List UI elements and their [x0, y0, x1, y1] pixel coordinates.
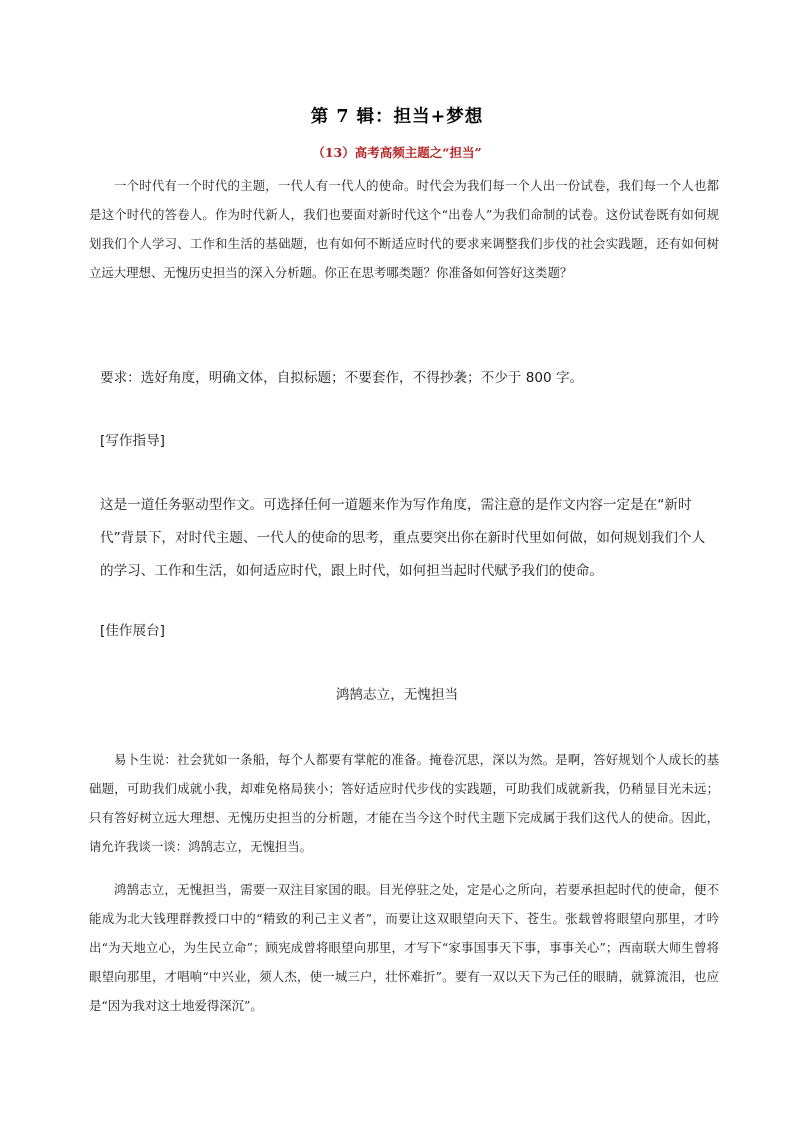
guide-heading: [写作指导] — [100, 433, 165, 449]
essay-title: 鸿鹄志立，无愧担当 — [335, 687, 459, 703]
requirement-text: 要求：选好角度，明确文体，自拟标题；不要套作，不得抄袭；不少于 800 字。 — [100, 370, 584, 386]
showcase-heading: [佳作展台] — [100, 623, 165, 639]
essay-paragraph-1: 易卜生说：社会犹如一条船，每个人都要有掌舵的准备。掩卷沉思，深以为然。是啊，答好规划个人成长的基础题，可助我们成就小我，却难免格局狭小；答好适应时代步伐的实践题，可助我们成就新我，仍稍显目光未远；只有答好树立远大理想、无愧历史担当的分析题，才能在当今这个时代主题下完成属于我们这代人的使命。因此，请允许我谈一谈：鸿鹄志立，无愧担当。 — [89, 752, 719, 854]
essay-paragraph-2: 鸿鹄志立，无愧担当，需要一双注目家国的眼。目光停驻之处，定是心之所向，若要承担起时代的使命，便不能成为北大钱理群教授口中的“精致的利己主义者”，而要让这双眼望向天下、苍生。张载曾将眼望向那里，才吟出“为天地立心，为生民立命”；顾宪成曾将眼望向那里，才写下“家事国事天下事，事事关心”；西南联大师生曾将眼望向那里，才唱响“中兴业，须人杰，使一城三户，壮怀难折”。要有一双以天下为己任的眼睛，就算流泪，也应是“因为我对这土地爱得深沉”。 — [89, 882, 719, 1013]
document-subtitle: （13）高考高频主题之“担当” — [312, 145, 482, 160]
guide-text: 这是一道任务驱动型作文。可选择任何一道题来作为写作角度，需注意的是作文内容一定是在“新时代”背景下，对时代主题、一代人的使命的思考，重点要突出你在新时代里如何做，如何规划我们个人的学习、工作和生活，如何适应时代，跟上时代，如何担当起时代赋予我们的使命。 — [100, 497, 706, 579]
document-title: 第 7 辑：担当+梦想 — [310, 107, 484, 127]
prompt-paragraph: 一个时代有一个时代的主题，一代人有一代人的使命。时代会为我们每一个人出一份试卷，我们每一个人也都是这个时代的答卷人。作为时代新人，我们也要面对新时代这个“出卷人”为我们命制的试卷。这份试卷既有如何规划我们个人学习、工作和生活的基础题，也有如何不断适应时代的要求来调整我们步伐的社会实践题，还有如何树立远大理想、无愧历史担当的深入分析题。你正在思考哪类题？你准备如何答好这类题？ — [89, 178, 719, 280]
